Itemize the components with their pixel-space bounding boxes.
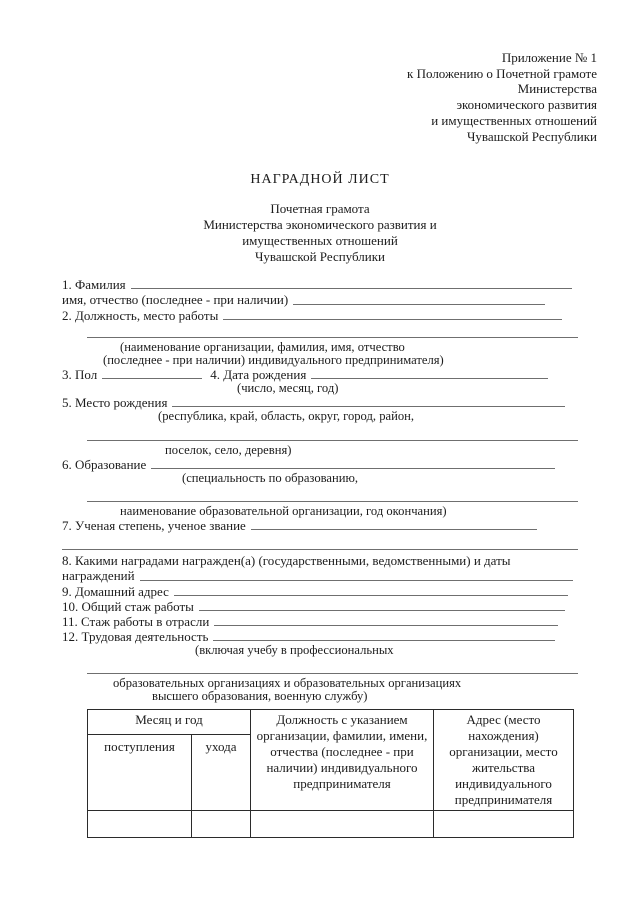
- form-row-field: [62, 277, 578, 292]
- fill-in-line: [87, 428, 578, 440]
- table-header-month-year: Месяц и год: [88, 709, 251, 735]
- employment-history-table: [87, 709, 574, 838]
- table-cell-end: [192, 810, 251, 837]
- appendix-line: к Положению о Почетной грамоте: [407, 65, 597, 81]
- subtitle-line: Почетная грамота: [270, 201, 370, 217]
- form-row-caption: (включая учебу в профессиональных: [195, 643, 394, 658]
- table-cell-start: [88, 810, 192, 837]
- table-header-end-month: ухода: [192, 735, 251, 810]
- form-label: 1. Фамилия: [62, 277, 126, 293]
- document-title: НАГРАДНОЙ ЛИСТ: [250, 172, 390, 188]
- form-row-line: [62, 326, 578, 341]
- form-label: 10. Общий стаж работы: [62, 598, 194, 614]
- form-row-text: [62, 553, 578, 568]
- appendix-line: Министерства: [517, 81, 597, 97]
- fill-in-line: [214, 614, 558, 626]
- form-row-caption: (число, месяц, год): [237, 381, 339, 396]
- form-label: 11. Стаж работы в отрасли: [62, 614, 210, 630]
- form-label: 8. Какими наградами награжден(а) (государственными, ведомственными) и даты: [62, 553, 511, 569]
- form-label: 12. Трудовая деятельность: [62, 629, 209, 645]
- fill-in-line: [223, 308, 562, 320]
- form-row-field2: [62, 367, 578, 382]
- form-label: 9. Домашний адрес: [62, 583, 169, 599]
- fill-in-line: [213, 629, 555, 641]
- form-row-field: [62, 292, 578, 307]
- form-row-caption: высшего образования, военную службу): [152, 688, 368, 703]
- fill-in-line: [87, 490, 578, 502]
- form-label: 5. Место рождения: [62, 395, 168, 411]
- subtitle-line: Чувашской Республики: [254, 249, 386, 265]
- form-fields: [62, 277, 578, 702]
- form-label: награждений: [62, 568, 135, 584]
- form-row-caption: (республика, край, область, округ, город, район,: [158, 409, 415, 424]
- fill-in-line: [87, 661, 578, 673]
- form-row-field: [62, 395, 578, 410]
- appendix-line: Чувашской Республики: [466, 128, 597, 144]
- form-row-caption: (наименование организации, фамилия, имя, отчество: [120, 339, 405, 354]
- table-header-start-month: поступления: [88, 735, 192, 810]
- table-cell-address: [434, 810, 574, 837]
- fill-in-line: [102, 367, 202, 379]
- table-header-address: Адрес (место нахождения) организации, место жительства индивидуального предпринимателя: [434, 709, 574, 810]
- subtitle-line: имущественных отношений: [242, 233, 398, 249]
- fill-in-line: [87, 326, 578, 338]
- table-row: [88, 810, 574, 837]
- fill-in-line: [174, 584, 568, 596]
- table-cell-position: [251, 810, 434, 837]
- fill-in-line: [140, 568, 573, 580]
- appendix-line: экономического развития: [456, 97, 597, 113]
- form-label: 7. Ученая степень, ученое звание: [62, 517, 246, 533]
- form-row-field: [62, 614, 578, 629]
- form-row-field: [62, 599, 578, 614]
- fill-in-line: [172, 395, 565, 407]
- form-row-line: [62, 661, 578, 676]
- form-row-field: [62, 584, 578, 599]
- fill-in-line: [199, 599, 565, 611]
- form-row-caption: поселок, село, деревня): [165, 442, 292, 457]
- form-row-caption: наименование образовательной организации, год окончания): [120, 503, 447, 518]
- form-row-field: [62, 568, 578, 583]
- form-label: имя, отчество (последнее - при наличии): [62, 292, 289, 308]
- fill-in-line: [251, 518, 537, 530]
- form-row-caption: образовательных организациях и образовательных организациях: [113, 675, 462, 690]
- form-label: 4. Дата рождения: [210, 366, 307, 382]
- form-row-field: [62, 308, 578, 323]
- fill-in-line: [131, 277, 572, 289]
- form-label: 2. Должность, место работы: [62, 307, 219, 323]
- fill-in-line: [151, 457, 555, 469]
- document-subtitle: [62, 201, 578, 265]
- form-row-caption: (специальность по образованию,: [182, 470, 359, 485]
- fill-in-line: [311, 367, 548, 379]
- appendix-line: Приложение № 1: [501, 50, 597, 65]
- form-row-field: [62, 457, 578, 472]
- fill-in-line: [293, 292, 545, 304]
- form-row-line: [62, 490, 578, 505]
- form-row-line: [62, 428, 578, 443]
- appendix-block: [62, 50, 597, 144]
- appendix-line: и имущественных отношений: [431, 112, 597, 128]
- form-label: 3. Пол: [62, 366, 98, 382]
- form-row-caption: (последнее - при наличии) индивидуального предпринимателя): [103, 352, 444, 367]
- table-header-position: Должность с указанием организации, фамилии, имени, отчества (последнее - при наличии) индивидуального предпринимателя: [251, 709, 434, 810]
- form-row-line: [62, 538, 578, 553]
- form-row-field: [62, 518, 578, 533]
- subtitle-line: Министерства экономического развития и: [203, 217, 437, 233]
- form-label: 6. Образование: [62, 456, 147, 472]
- form-row-field: [62, 629, 578, 644]
- fill-in-line: [62, 538, 578, 550]
